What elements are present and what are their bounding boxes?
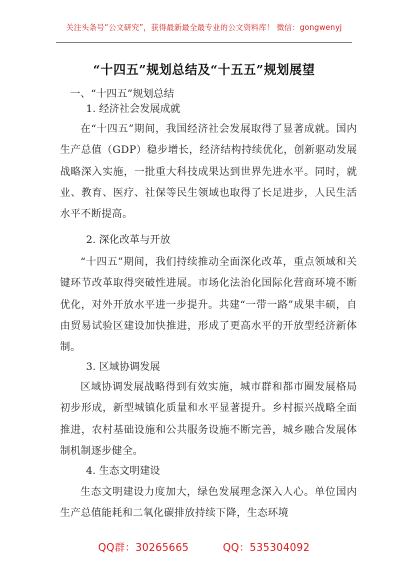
footer-qq: QQ：535304092 — [222, 543, 310, 554]
header-divider — [56, 42, 352, 43]
subsection-heading-2: 2. 深化改革与开放 — [86, 235, 171, 246]
subsection-heading-1: 1. 经济社会发展成就 — [86, 104, 181, 115]
subsection-heading-3: 3. 区域协调发展 — [86, 362, 161, 373]
paragraph-4: 生态文明建设力度加大，绿色发展理念深入人心。单位国内生产总值能耗和二氧化碳排放持续下降，生态环境 — [60, 487, 357, 520]
header-notice: 关注头条号“公文研究”，获得最新最全最专业的公文资料库！ 微信：gongwenyj — [66, 23, 342, 32]
subsection-heading-4: 4. 生态文明建设 — [86, 466, 161, 477]
footer-qq-group: QQ群：30265665 — [98, 543, 189, 554]
paragraph-3: 区域协调发展战略得到有效实施，城市群和都市圈发展格局初步形成，新型城镇化质量和水平显著提升。乡村振兴战略全面推进，农村基础设施和公共服务设施不断完善，城乡融合发展体制机制逐步健全。 — [60, 382, 357, 457]
section-heading: 一、“十四五”规划总结 — [70, 88, 175, 100]
paragraph-1: 在“十四五”期间，我国经济社会发展取得了显著成就。国内生产总值（GDP）稳步增长，经济结构持续优化，创新驱动发展战略深入实施，一批重大科技成果达到世界先进水平。同时，就业、教育、医疗、社保等民生领域也取得了长足进步，人民生活水平不断提高。 — [60, 124, 357, 221]
paragraph-2: “十四五”期间，我们持续推动全面深化改革，重点领域和关键环节改革取得突破性进展。市场化法治化国际化营商环境不断优化，对外开放水平进一步提升。共建“一带一路”成果丰硕，自由贸易试验区建设加快推进，形成了更高水平的开放型经济新体制。 — [60, 257, 357, 354]
document-title: “十四五”规划总结及“十五五”规划展望 — [93, 62, 315, 77]
footer-contact — [0, 539, 408, 554]
